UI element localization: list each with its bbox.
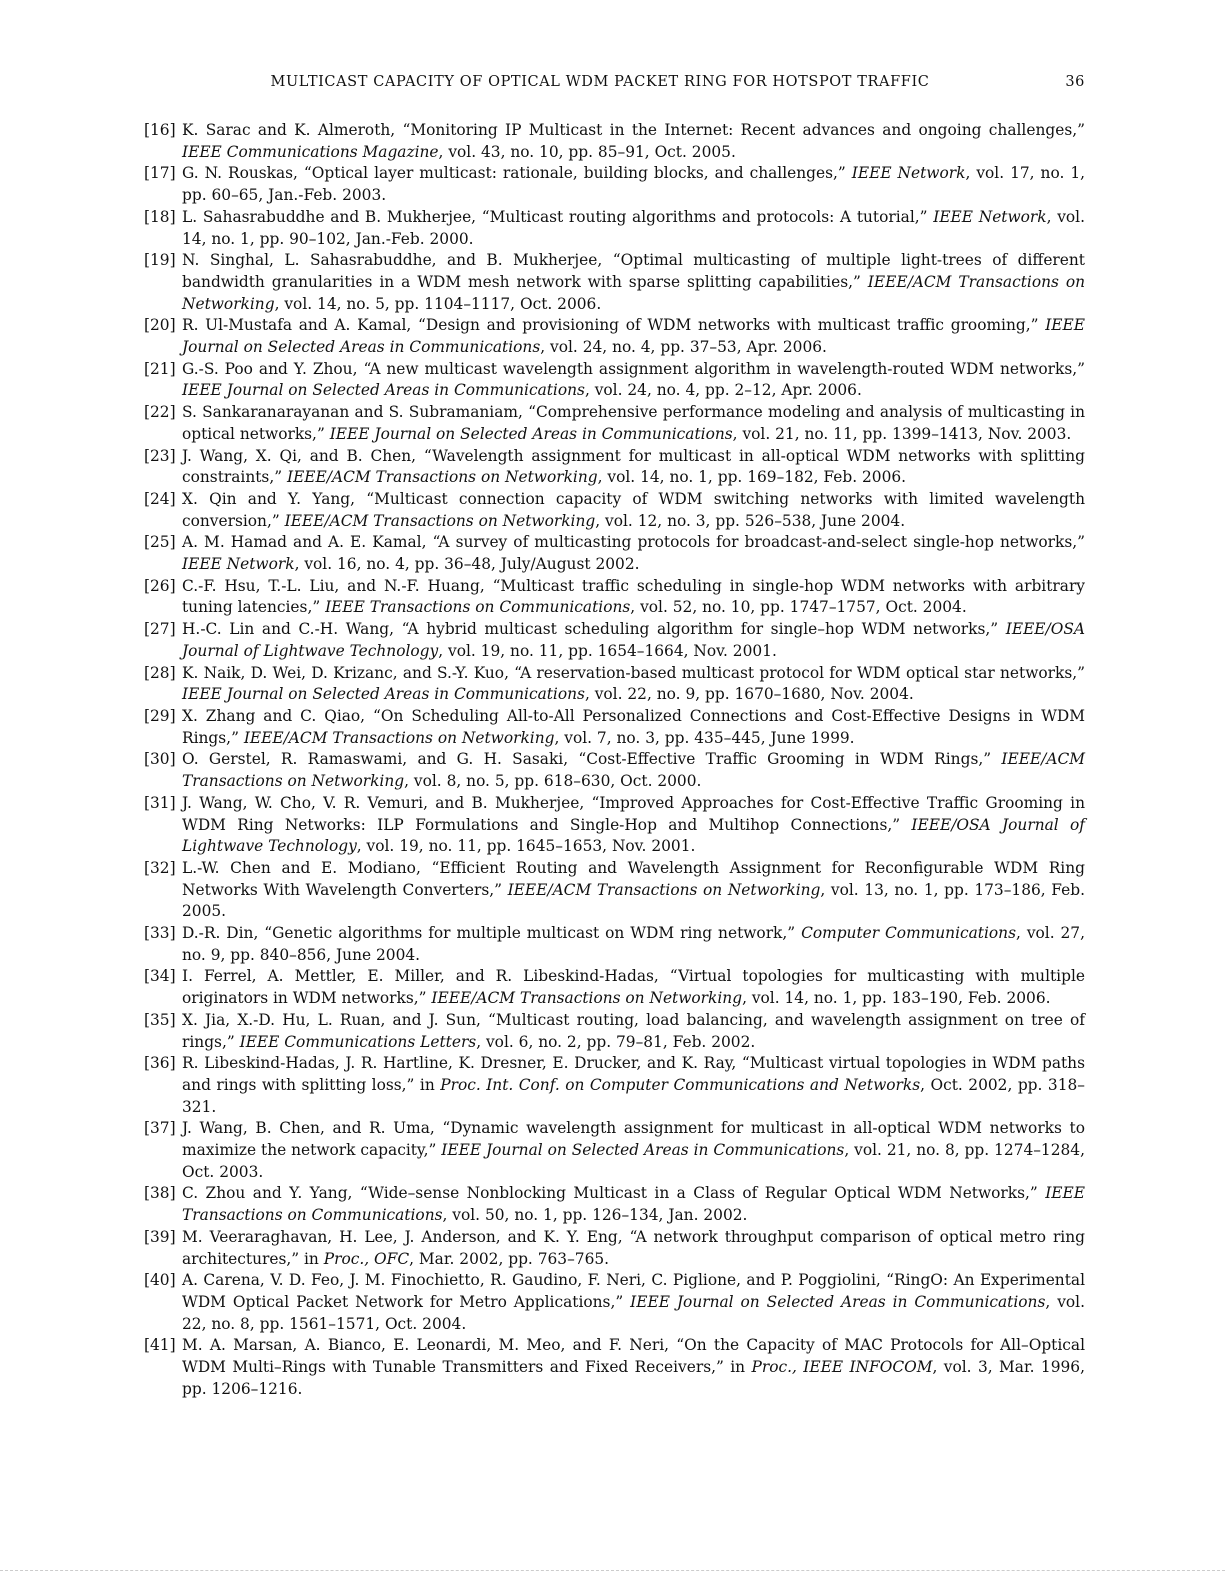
reference-details: , vol. 6, no. 2, pp. 79–81, Feb. 2002.	[476, 1032, 756, 1051]
reference-authors-title: X. Jia, X.-D. Hu, L. Ruan, and J. Sun, “Multicast routing, load balancing, and wavelength assignment on tree of rings,”	[182, 1010, 1085, 1051]
reference-entry	[144, 446, 1085, 489]
reference-number: [22]	[144, 403, 176, 422]
page-number: 36	[1065, 74, 1085, 90]
reference-number: [38]	[144, 1184, 176, 1203]
reference-venue: IEEE/ACM Transactions on Networking	[243, 728, 555, 747]
reference-details: , vol. 16, no. 4, pp. 36–48, July/August 2002.	[294, 555, 640, 574]
reference-details: , vol. 14, no. 1, pp. 183–190, Feb. 2006.	[742, 989, 1051, 1008]
reference-entry	[144, 1118, 1085, 1183]
reference-details: , vol. 24, no. 4, pp. 2–12, Apr. 2006.	[584, 381, 862, 400]
reference-authors-title: D.-R. Din, “Genetic algorithms for multiple multicast on WDM ring network,”	[182, 924, 802, 943]
reference-number: [30]	[144, 750, 176, 769]
reference-number: [36]	[144, 1054, 176, 1073]
reference-number: [34]	[144, 967, 176, 986]
reference-details: , vol. 52, no. 10, pp. 1747–1757, Oct. 2004.	[630, 598, 967, 617]
reference-authors-title: O. Gerstel, R. Ramaswami, and G. H. Sasaki, “Cost-Effective Traffic Grooming in WDM Rings,”	[182, 750, 1002, 769]
reference-venue: IEEE/ACM Transactions on Networking	[182, 750, 1085, 791]
reference-entry	[144, 619, 1085, 662]
reference-list	[144, 120, 1085, 1400]
reference-authors-title: G.-S. Poo and Y. Zhou, “A new multicast wavelength assignment algorithm in wavelength-routed WDM networks,”	[182, 359, 1085, 378]
reference-details: , vol. 27, no. 9, pp. 840–856, June 2004.	[182, 924, 1085, 964]
reference-venue: Computer Communications	[801, 924, 1016, 943]
reference-authors-title: L. Sahasrabuddhe and B. Mukherjee, “Multicast routing algorithms and protocols: A tutorial,”	[182, 207, 934, 226]
reference-number: [37]	[144, 1119, 176, 1138]
reference-venue: Proc., OFC	[323, 1249, 410, 1268]
reference-authors-title: K. Sarac and K. Almeroth, “Monitoring IP Multicast in the Internet: Recent advances and ongoing challenges,”	[182, 121, 1085, 139]
reference-venue: IEEE Communications Letters	[239, 1032, 477, 1051]
reference-venue: IEEE/ACM Transactions on Networking	[284, 511, 596, 530]
reference-number: [17]	[144, 164, 176, 183]
reference-number: [28]	[144, 663, 176, 682]
reference-entry	[144, 489, 1085, 532]
reference-entry	[144, 163, 1085, 206]
reference-number: [20]	[144, 316, 176, 335]
reference-entry	[144, 1053, 1085, 1118]
reference-number: [40]	[144, 1271, 176, 1290]
reference-authors-title: M. A. Marsan, A. Bianco, E. Leonardi, M. Meo, and F. Neri, “On the Capacity of MAC Protocols for All–Optical WDM Multi–Rings with Tunable Transmitters and Fixed Receivers,” in	[182, 1336, 1085, 1377]
reference-authors-title: A. M. Hamad and A. E. Kamal, “A survey of multicasting protocols for broadcast-and-select single-hop networks,”	[182, 533, 1085, 552]
reference-entry	[144, 250, 1085, 315]
reference-details: , vol. 22, no. 9, pp. 1670–1680, Nov. 2004.	[584, 685, 914, 704]
reference-entry	[144, 315, 1085, 358]
reference-venue: IEEE/ACM Transactions on Networking	[286, 468, 598, 487]
reference-entry	[144, 120, 1085, 163]
reference-authors-title: J. Wang, B. Chen, and R. Uma, “Dynamic wavelength assignment for multicast in all-optical WDM networks to maximize the network capacity,”	[182, 1119, 1085, 1160]
reference-number: [35]	[144, 1010, 176, 1029]
reference-authors-title: N. Singhal, L. Sahasrabuddhe, and B. Mukherjee, “Optimal multicasting of multiple light-trees of different bandwidth granularities in a WDM mesh network with sparse splitting capabilities,”	[182, 251, 1085, 291]
reference-authors-title: L.-W. Chen and E. Modiano, “Efficient Routing and Wavelength Assignment for Reconfigurable WDM Ring Networks With Wavelength Converters,”	[182, 858, 1085, 899]
reference-venue: IEEE/OSA Journal of Lightwave Technology	[182, 815, 1085, 856]
reference-venue: IEEE Journal on Selected Areas in Communications	[329, 424, 733, 443]
reference-entry	[144, 1010, 1085, 1053]
reference-venue: IEEE Network	[182, 555, 295, 574]
reference-details: , Oct. 2002, pp. 318–321.	[182, 1075, 1085, 1116]
reference-authors-title: J. Wang, W. Cho, V. R. Vemuri, and B. Mukherjee, “Improved Approaches for Cost-Effective Traffic Grooming in WDM Ring Networks: ILP Formulations and Single-Hop and Multihop Connections,”	[182, 793, 1085, 834]
reference-authors-title: G. N. Rouskas, “Optical layer multicast: rationale, building blocks, and challenges,”	[182, 164, 852, 183]
reference-venue: IEEE Transactions on Communications	[325, 598, 631, 617]
reference-entry	[144, 858, 1085, 923]
reference-venue: IEEE Communications Magazine	[182, 142, 439, 161]
reference-venue: IEEE/ACM Transactions on Networking	[507, 880, 821, 899]
reference-details: , vol. 50, no. 1, pp. 126–134, Jan. 2002.	[442, 1206, 748, 1225]
reference-venue: IEEE Network	[933, 207, 1047, 226]
reference-number: [16]	[144, 121, 176, 139]
reference-number: [25]	[144, 533, 176, 552]
reference-entry	[144, 706, 1085, 749]
reference-authors-title: I. Ferrel, A. Mettler, E. Miller, and R. Libeskind-Hadas, “Virtual topologies for multicasting with multiple originators in WDM networks,”	[182, 967, 1085, 1008]
reference-authors-title: X. Qin and Y. Yang, “Multicast connection capacity of WDM switching networks with limited wavelength conversion,”	[182, 489, 1085, 530]
reference-details: , vol. 7, no. 3, pp. 435–445, June 1999.	[554, 728, 855, 747]
reference-entry	[144, 402, 1085, 445]
reference-entry	[144, 1227, 1085, 1270]
reference-authors-title: R. Libeskind-Hadas, J. R. Hartline, K. Dresner, E. Drucker, and K. Ray, “Multicast virtual topologies in WDM paths and rings with splitting loss,” in	[182, 1054, 1085, 1094]
reference-venue: IEEE/OSA Journal of Lightwave Technology	[182, 620, 1085, 660]
reference-number: [26]	[144, 576, 176, 595]
reference-entry	[144, 966, 1085, 1009]
reference-details: , vol. 22, no. 8, pp. 1561–1571, Oct. 2004.	[182, 1292, 1085, 1333]
reference-number: [24]	[144, 489, 176, 508]
reference-details: , vol. 19, no. 11, pp. 1654–1664, Nov. 2001.	[438, 641, 777, 660]
reference-venue: IEEE/ACM Transactions on Networking	[431, 989, 743, 1008]
page-bottom-rule	[0, 1570, 1225, 1571]
reference-venue: IEEE Journal on Selected Areas in Communications	[182, 381, 585, 400]
reference-authors-title: H.-C. Lin and C.-H. Wang, “A hybrid multicast scheduling algorithm for single–hop WDM networks,”	[182, 620, 1006, 639]
reference-details: , vol. 19, no. 11, pp. 1645–1653, Nov. 2001.	[356, 837, 696, 856]
reference-number: [33]	[144, 924, 176, 943]
reference-authors-title: R. Ul-Mustafa and A. Kamal, “Design and provisioning of WDM networks with multicast traffic grooming,”	[182, 316, 1046, 335]
reference-authors-title: M. Veeraraghavan, H. Lee, J. Anderson, and K. Y. Eng, “A network throughput comparison of optical metro ring architectures,” in	[182, 1227, 1085, 1268]
reference-number: [18]	[144, 207, 176, 226]
reference-venue: IEEE Journal on Selected Areas in Communications	[182, 685, 585, 704]
reference-number: [41]	[144, 1336, 176, 1355]
reference-venue: IEEE Transactions on Communications	[182, 1184, 1085, 1225]
reference-entry	[144, 749, 1085, 792]
running-head-title: MULTICAST CAPACITY OF OPTICAL WDM PACKET RING FOR HOTSPOT TRAFFIC	[270, 74, 930, 90]
reference-details: , vol. 8, no. 5, pp. 618–630, Oct. 2000.	[404, 772, 702, 791]
reference-details: , vol. 24, no. 4, pp. 37–53, Apr. 2006.	[540, 338, 827, 357]
reference-entry	[144, 359, 1085, 402]
reference-authors-title: J. Wang, X. Qi, and B. Chen, “Wavelength assignment for multicast in all-optical WDM networks with splitting constraints,”	[182, 446, 1085, 487]
reference-entry	[144, 923, 1085, 966]
reference-number: [21]	[144, 359, 176, 378]
reference-details: , vol. 21, no. 8, pp. 1274–1284, Oct. 2003.	[182, 1141, 1085, 1181]
reference-details: , vol. 14, no. 1, pp. 169–182, Feb. 2006.	[597, 468, 907, 487]
reference-authors-title: S. Sankaranarayanan and S. Subramaniam, “Comprehensive performance modeling and analysis of multicasting in optical networks,”	[182, 403, 1085, 443]
reference-entry	[144, 793, 1085, 858]
reference-number: [32]	[144, 858, 176, 877]
reference-details: , Mar. 2002, pp. 763–765.	[409, 1249, 610, 1268]
reference-number: [23]	[144, 446, 176, 465]
reference-entry	[144, 532, 1085, 575]
reference-number: [29]	[144, 706, 176, 725]
reference-venue: Proc. Int. Conf. on Computer Communications and Networks	[440, 1075, 921, 1094]
reference-number: [27]	[144, 620, 176, 639]
reference-entry	[144, 1183, 1085, 1226]
reference-entry	[144, 207, 1085, 250]
reference-details: , vol. 17, no. 1, pp. 60–65, Jan.-Feb. 2003.	[182, 164, 1085, 205]
reference-venue: IEEE Journal on Selected Areas in Communications	[182, 316, 1085, 357]
reference-venue: IEEE Journal on Selected Areas in Communications	[441, 1141, 845, 1160]
reference-venue: IEEE Network	[851, 164, 966, 183]
reference-venue: Proc., IEEE INFOCOM	[751, 1358, 933, 1377]
reference-details: , vol. 21, no. 11, pp. 1399–1413, Nov. 2003.	[732, 424, 1072, 443]
reference-details: , vol. 12, no. 3, pp. 526–538, June 2004.	[595, 511, 906, 530]
reference-entry	[144, 1335, 1085, 1400]
reference-details: , vol. 14, no. 5, pp. 1104–1117, Oct. 2006.	[274, 294, 602, 313]
reference-details: , vol. 13, no. 1, pp. 173–186, Feb. 2005.	[182, 880, 1085, 921]
reference-number: [19]	[144, 251, 176, 270]
reference-entry	[144, 576, 1085, 619]
reference-authors-title: C.-F. Hsu, T.-L. Liu, and N.-F. Huang, “Multicast traffic scheduling in single-hop WDM networks with arbitrary tuning latencies,”	[182, 576, 1085, 617]
reference-details: , vol. 3, Mar. 1996, pp. 1206–1216.	[182, 1358, 1085, 1398]
reference-venue: IEEE/ACM Transactions on Networking	[182, 272, 1086, 313]
reference-number: [39]	[144, 1227, 176, 1246]
reference-entry	[144, 1270, 1085, 1335]
reference-authors-title: A. Carena, V. D. Feo, J. M. Finochietto, R. Gaudino, F. Neri, C. Piglione, and P. Poggiolini, “RingO: An Experimental WDM Optical Packet Network for Metro Applications,”	[182, 1271, 1085, 1311]
reference-authors-title: C. Zhou and Y. Yang, “Wide–sense Nonblocking Multicast in a Class of Regular Optical WDM Networks,”	[182, 1184, 1046, 1203]
reference-number: [31]	[144, 793, 176, 812]
reference-details: , vol. 14, no. 1, pp. 90–102, Jan.-Feb. 2000.	[182, 207, 1085, 248]
reference-authors-title: X. Zhang and C. Qiao, “On Scheduling All-to-All Personalized Connections and Cost-Effective Designs in WDM Rings,”	[182, 706, 1085, 747]
reference-details: , vol. 43, no. 10, pp. 85–91, Oct. 2005.	[438, 142, 736, 161]
running-head	[180, 74, 1085, 90]
reference-venue: IEEE Journal on Selected Areas in Communications	[630, 1292, 1046, 1311]
reference-authors-title: K. Naik, D. Wei, D. Krizanc, and S.-Y. Kuo, “A reservation-based multicast protocol for WDM optical star networks,”	[182, 663, 1085, 682]
reference-entry	[144, 663, 1085, 706]
